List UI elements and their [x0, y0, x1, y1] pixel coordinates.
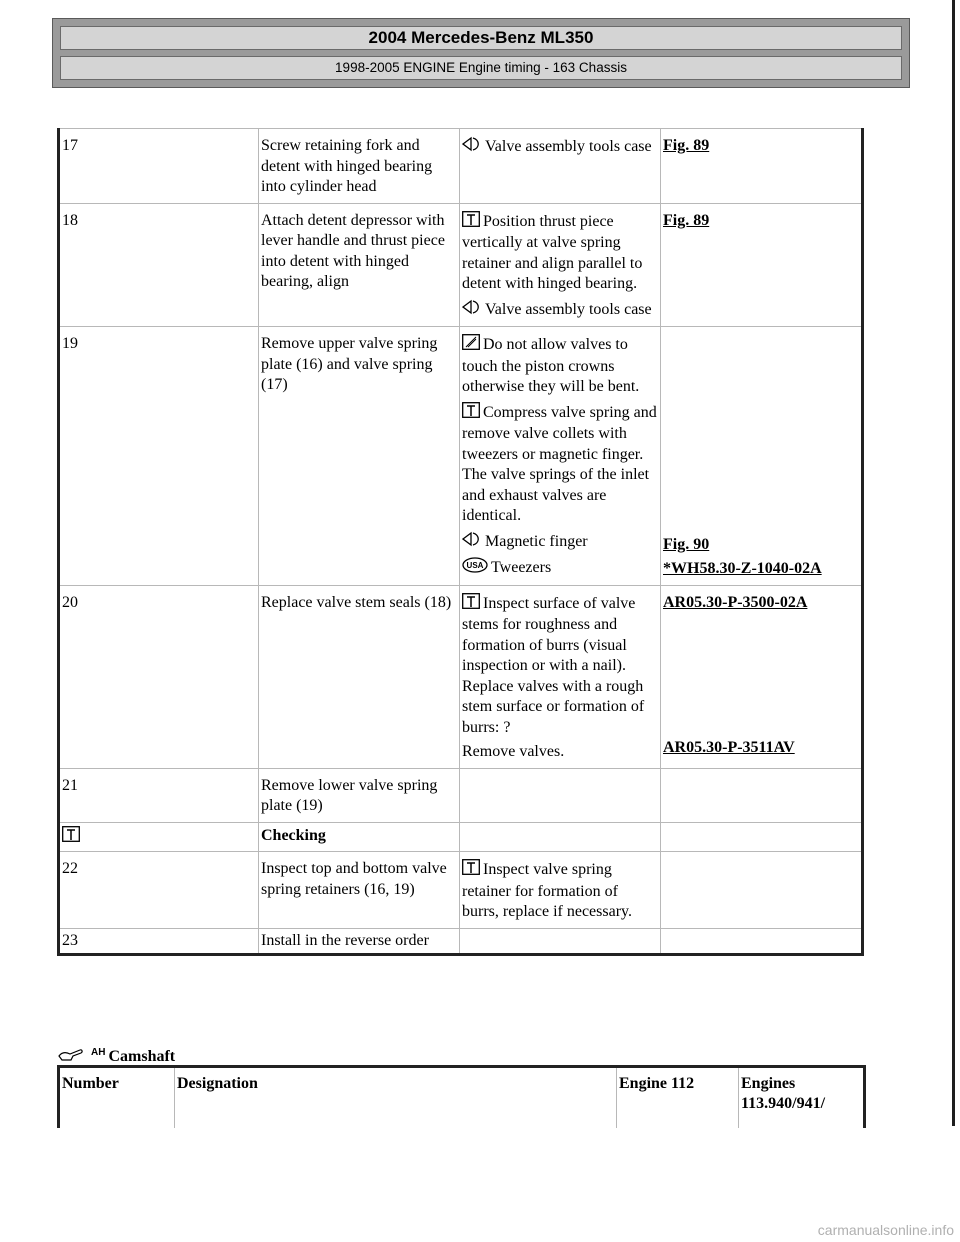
step-refs	[661, 822, 863, 852]
note	[462, 136, 658, 159]
note-text: Magnetic finger	[485, 532, 588, 550]
step-refs	[661, 203, 863, 327]
table-header-row	[59, 1067, 865, 1129]
table-row	[59, 203, 863, 327]
note-text: Compress valve spring and remove valve collets with tweezers or magnetic finger. The valve springs of the inlet and exhaust valves are identical.	[462, 403, 657, 524]
step-number: 23	[59, 928, 259, 955]
step-number: 18	[59, 203, 259, 327]
note	[462, 211, 658, 295]
ar-link[interactable]: AR05.30-P-3511AV	[663, 739, 795, 756]
step-action: Install in the reverse order	[259, 928, 460, 955]
column-header: Number	[59, 1067, 175, 1129]
usa-icon	[462, 557, 488, 580]
step-notes	[460, 822, 661, 852]
wrench-icon	[462, 299, 482, 322]
ar-link[interactable]: AR05.30-P-3500-02A	[663, 593, 808, 611]
table-row	[59, 327, 863, 586]
step-notes	[460, 129, 661, 204]
note	[462, 299, 658, 322]
table-row	[59, 928, 863, 955]
step-action: Attach detent depressor with lever handle and thrust piece into detent with hinged bearing, align	[259, 203, 460, 327]
note-text: Inspect valve spring retainer for formation of burrs, replace if necessary.	[462, 861, 632, 920]
step-refs	[661, 768, 863, 822]
note	[462, 402, 658, 527]
header-title: 2004 Mercedes-Benz ML350	[60, 26, 902, 50]
section-heading: Checking	[259, 822, 460, 852]
column-header: Designation	[175, 1067, 617, 1129]
check-icon	[462, 402, 480, 425]
step-number: 19	[59, 327, 259, 586]
step-refs	[661, 852, 863, 929]
step-refs	[661, 585, 863, 768]
step-refs	[661, 327, 863, 586]
wrench-icon	[462, 531, 482, 554]
watermark: carmanualsonline.info	[817, 1222, 954, 1238]
step-notes	[460, 852, 661, 929]
column-header: Engines 113.940/941/	[741, 1075, 826, 1112]
note-text: Valve assembly tools case	[485, 138, 652, 155]
step-number: 17	[59, 129, 259, 204]
column-header: Engine 112	[617, 1067, 739, 1129]
step-refs	[661, 928, 863, 955]
step-number: 22	[59, 852, 259, 929]
table-row	[59, 129, 863, 204]
page-header	[52, 18, 910, 88]
table-row	[59, 585, 863, 768]
wh-link[interactable]: *WH58.30-Z-1040-02A	[663, 560, 822, 577]
note	[462, 531, 658, 554]
table-row	[59, 768, 863, 822]
step-notes	[460, 928, 661, 955]
table-row	[59, 852, 863, 929]
step-action: Screw retaining fork and detent with hinged bearing into cylinder head	[259, 129, 460, 204]
check-icon	[62, 826, 80, 849]
step-notes	[460, 327, 661, 586]
step-action: Remove upper valve spring plate (16) and valve spring (17)	[259, 327, 460, 586]
note: Remove valves.	[462, 743, 565, 760]
note	[462, 557, 658, 580]
camshaft-heading	[58, 1046, 175, 1067]
step-refs	[661, 129, 863, 204]
note	[462, 593, 658, 739]
step-number: 21	[59, 768, 259, 822]
svg-text:USA: USA	[466, 561, 484, 570]
fig-link[interactable]: Fig. 89	[663, 211, 710, 229]
check-icon	[462, 859, 480, 882]
note-text: Position thrust piece vertically at valve spring retainer and align parallel to detent with hinged bearing.	[462, 212, 643, 292]
table-row	[59, 822, 863, 852]
warning-icon	[462, 334, 480, 357]
step-action: Replace valve stem seals (18)	[259, 585, 460, 768]
header-subtitle: 1998-2005 ENGINE Engine timing - 163 Chassis	[60, 56, 902, 80]
step-action: Inspect top and bottom valve spring retainers (16, 19)	[259, 852, 460, 929]
procedure-table	[57, 128, 864, 956]
step-number	[59, 822, 259, 852]
fig-link[interactable]: Fig. 89	[663, 137, 710, 154]
check-icon	[462, 211, 480, 234]
check-icon	[462, 593, 480, 616]
note	[462, 334, 658, 398]
fig-link[interactable]: Fig. 90	[663, 535, 710, 553]
step-number: 20	[59, 585, 259, 768]
step-action: Remove lower valve spring plate (19)	[259, 768, 460, 822]
note-text: Do not allow valves to touch the piston crowns otherwise they will be bent.	[462, 336, 640, 395]
camshaft-table	[57, 1065, 866, 1128]
note-text: Tweezers	[491, 559, 552, 576]
camshaft-marker: AH	[91, 1047, 106, 1058]
step-notes	[460, 203, 661, 327]
note-text: Valve assembly tools case	[485, 300, 652, 318]
note-text: Inspect surface of valve stems for roughness and formation of burrs (visual inspection or with a nail). Replace valves with a rough stem surface or formation of burrs: ?	[462, 594, 645, 736]
note	[462, 859, 658, 923]
camshaft-title: Camshaft	[108, 1048, 176, 1065]
pointing-hand-icon	[58, 1046, 88, 1067]
step-notes	[460, 585, 661, 768]
step-notes	[460, 768, 661, 822]
wrench-icon	[462, 136, 482, 159]
